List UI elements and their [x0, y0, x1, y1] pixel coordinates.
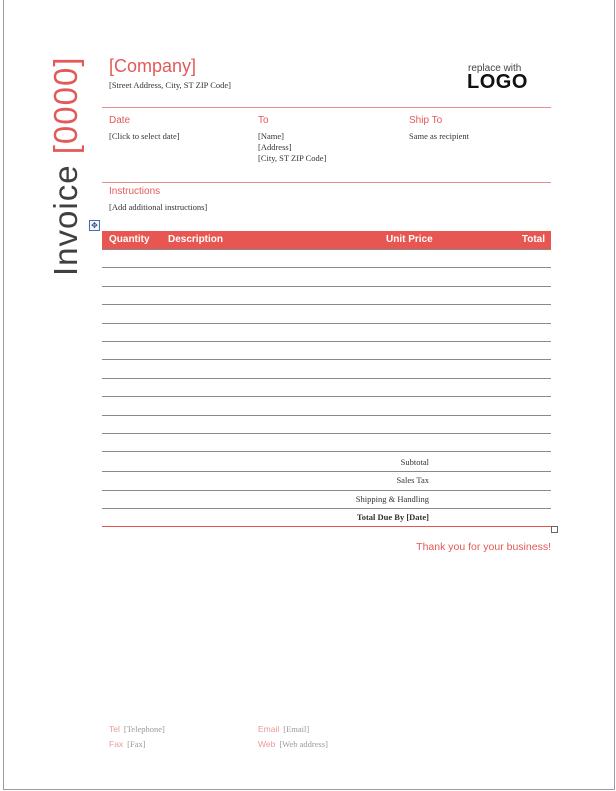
table-row[interactable] [102, 249, 551, 250]
fax-label: Fax [109, 739, 124, 749]
table-row[interactable] [102, 304, 551, 305]
items-table-header [102, 231, 551, 249]
table-row[interactable] [102, 286, 551, 287]
shipping-label: Shipping & Handling [355, 494, 429, 504]
table-row[interactable] [102, 323, 551, 324]
table-row[interactable] [102, 378, 551, 379]
header-description: Description [168, 234, 224, 245]
tel-value[interactable]: [Telephone] [123, 724, 165, 734]
invoice-number[interactable]: [0000] [47, 56, 84, 155]
web-value[interactable]: [Web address] [279, 739, 328, 749]
table-row[interactable] [102, 396, 551, 397]
to-city[interactable]: [City, ST ZIP Code] [258, 153, 327, 163]
to-name[interactable]: [Name] [258, 131, 284, 141]
table-row[interactable] [102, 451, 551, 452]
to-address[interactable]: [Address] [258, 142, 292, 152]
table-move-handle-icon[interactable]: ✥ [89, 220, 100, 231]
table-row[interactable] [102, 433, 551, 434]
header-unit-price: Unit Price [386, 234, 433, 245]
header-quantity: Quantity [109, 234, 150, 245]
table-row[interactable] [102, 359, 551, 360]
date-value[interactable]: [Click to select date] [109, 131, 180, 141]
address-divider [102, 182, 551, 183]
footer-web [258, 734, 328, 752]
header-total: Total [521, 234, 545, 245]
footer-fax [109, 734, 146, 752]
total-due-label: Total Due By [Date] [356, 512, 429, 522]
invoice-title-word: Invoice [47, 164, 84, 276]
ship-to-value[interactable]: Same as recipient [409, 131, 469, 141]
thank-you-message: Thank you for your business! [416, 541, 551, 553]
ship-to-label: Ship To [409, 115, 443, 126]
instructions-label: Instructions [109, 186, 161, 197]
page-frame [3, 0, 615, 790]
email-value[interactable]: [Email] [283, 724, 310, 734]
table-row[interactable] [102, 341, 551, 342]
totals-rule [102, 471, 551, 472]
table-resize-handle[interactable] [551, 526, 558, 533]
company-address[interactable]: [Street Address, City, ST ZIP Code] [109, 80, 231, 90]
instructions-value[interactable]: [Add additional instructions] [109, 202, 208, 212]
tel-label: Tel [109, 724, 120, 734]
invoice-title [47, 56, 85, 276]
logo-caption: replace with [468, 63, 522, 74]
company-name[interactable]: [Company] [109, 56, 197, 76]
table-row[interactable] [102, 267, 551, 268]
table-bottom-rule [102, 526, 551, 527]
sales-tax-label: Sales Tax [396, 475, 429, 485]
email-label: Email [258, 724, 280, 734]
logo-placeholder[interactable]: LOGO [467, 71, 528, 93]
to-label: To [258, 115, 269, 126]
header-divider [102, 107, 551, 108]
web-label: Web [258, 739, 276, 749]
totals-rule [102, 490, 551, 491]
table-row[interactable] [102, 415, 551, 416]
fax-value[interactable]: [Fax] [127, 739, 146, 749]
subtotal-label: Subtotal [400, 457, 429, 467]
totals-rule [102, 508, 551, 509]
date-label: Date [109, 115, 131, 126]
